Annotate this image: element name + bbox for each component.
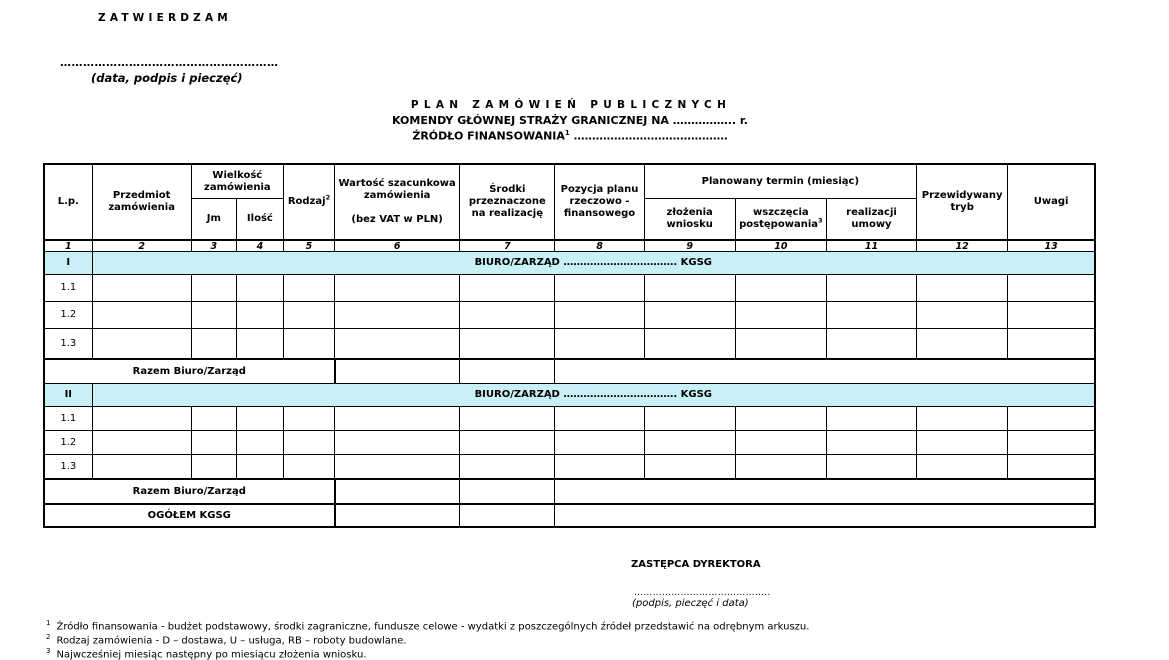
funding-source-dots: …………………………………… [569, 129, 728, 143]
cell[interactable] [236, 407, 283, 431]
cell[interactable] [555, 407, 644, 431]
cell[interactable] [460, 275, 555, 302]
section-title: BIURO/ZARZĄD ……………………………. KGSG [92, 252, 1095, 275]
header-mode: Przewidywany tryb [917, 164, 1008, 240]
footnote-text: Rodzaj zamówienia - D – dostawa, U – usługa, RB – roboty budowlane. [56, 635, 407, 647]
footnote-number: 2 [46, 633, 51, 641]
cell[interactable] [236, 455, 283, 480]
approval-signature-line: ………………………………………………… [60, 56, 279, 69]
cell[interactable] [191, 455, 236, 480]
cell[interactable] [735, 275, 826, 302]
cell[interactable] [555, 302, 644, 329]
row-number: 1.2 [44, 302, 92, 329]
footnote-number: 3 [46, 647, 51, 655]
header-jm: Jm [191, 199, 236, 241]
cell[interactable] [236, 275, 283, 302]
cell[interactable] [1008, 431, 1095, 455]
approval-label: ZATWIERDZAM [98, 12, 232, 24]
cell[interactable] [92, 329, 191, 360]
deputy-signature-caption: (podpis, pieczęć i data) [632, 598, 749, 609]
cell[interactable] [917, 329, 1008, 360]
header-value-label: Wartość szacunkowa zamówienia [338, 178, 456, 201]
cell[interactable] [335, 431, 460, 455]
header-plan-position: Pozycja planu rzeczowo - finansowego [555, 164, 644, 240]
row-number: 1.3 [44, 329, 92, 360]
grand-total-value-cell[interactable] [335, 504, 460, 527]
footnote [46, 633, 407, 646]
cell[interactable] [335, 329, 460, 360]
cell[interactable] [191, 431, 236, 455]
cell[interactable] [1008, 407, 1095, 431]
cell[interactable] [335, 455, 460, 480]
subtotal-row [44, 359, 1095, 384]
row-number: 1.1 [44, 407, 92, 431]
cell[interactable] [460, 431, 555, 455]
cell[interactable] [283, 302, 334, 329]
header-term-start-footnote-ref: 3 [818, 216, 823, 225]
cell[interactable] [826, 431, 916, 455]
cell[interactable] [92, 302, 191, 329]
table-row [44, 407, 1095, 431]
header-subject: Przedmiot zamówienia [92, 164, 191, 240]
cell[interactable] [735, 407, 826, 431]
cell[interactable] [826, 407, 916, 431]
column-number: 13 [1008, 240, 1095, 252]
document-subtitle: KOMENDY GŁÓWNEJ STRAŻY GRANICZNEJ NA …………….. r. [392, 114, 748, 127]
cell[interactable] [555, 329, 644, 360]
cell[interactable] [92, 407, 191, 431]
cell[interactable] [283, 407, 334, 431]
footnote-text: Źródło finansowania - budżet podstawowy, środki zagraniczne, fundusze celowe - wydatki z poszczególnych źródeł przedstawić na odrębnym arkuszu. [56, 621, 810, 633]
header-qty: Ilość [236, 199, 283, 241]
deputy-signature-line: …………………………………….. [634, 588, 771, 598]
cell[interactable] [644, 302, 735, 329]
cell[interactable] [236, 302, 283, 329]
grand-total-row [44, 504, 1095, 527]
subtotal-blank [555, 479, 1095, 504]
cell[interactable] [644, 275, 735, 302]
header-type-label: Rodzaj [287, 196, 326, 207]
cell[interactable] [335, 275, 460, 302]
section-header-row [44, 252, 1095, 275]
grand-total-blank [555, 504, 1095, 527]
cell[interactable] [92, 275, 191, 302]
subtotal-label: Razem Biuro/Zarząd [44, 359, 335, 384]
cell[interactable] [735, 455, 826, 480]
header-value [335, 164, 460, 240]
cell[interactable] [92, 455, 191, 480]
cell[interactable] [460, 407, 555, 431]
section-number: I [44, 252, 92, 275]
cell[interactable] [283, 431, 334, 455]
grand-total-label: OGÓŁEM KGSG [44, 504, 335, 527]
cell[interactable] [236, 431, 283, 455]
header-term-start [735, 199, 826, 241]
cell[interactable] [826, 275, 916, 302]
column-number: 10 [735, 240, 826, 252]
cell[interactable] [644, 431, 735, 455]
table-row [44, 302, 1095, 329]
table-row [44, 329, 1095, 360]
column-number: 5 [283, 240, 334, 252]
column-number: 7 [460, 240, 555, 252]
cell[interactable] [283, 329, 334, 360]
cell[interactable] [555, 275, 644, 302]
grand-total-funds-cell[interactable] [460, 504, 555, 527]
cell[interactable] [735, 302, 826, 329]
cell[interactable] [283, 455, 334, 480]
cell[interactable] [1008, 275, 1095, 302]
subtotal-funds-cell[interactable] [460, 479, 555, 504]
cell[interactable] [826, 329, 916, 360]
section-header-row [44, 384, 1095, 407]
funding-source-label: ŹRÓDŁO FINANSOWANIA [412, 129, 565, 143]
table-row [44, 431, 1095, 455]
footnote-text: Najwcześniej miesiąc następny po miesiącu złożenia wniosku. [56, 649, 367, 660]
cell[interactable] [735, 431, 826, 455]
cell[interactable] [917, 431, 1008, 455]
section-title: BIURO/ZARZĄD ……………………………. KGSG [92, 384, 1095, 407]
subtotal-label: Razem Biuro/Zarząd [44, 479, 335, 504]
column-number: 11 [826, 240, 916, 252]
cell[interactable] [644, 329, 735, 360]
deputy-director-title: ZASTĘPCA DYREKTORA [631, 559, 761, 570]
footnote-number: 1 [46, 619, 51, 627]
column-number: 6 [335, 240, 460, 252]
cell[interactable] [555, 431, 644, 455]
cell[interactable] [460, 455, 555, 480]
header-lp: L.p. [44, 164, 92, 240]
header-type-footnote-ref: 2 [325, 193, 331, 202]
subtotal-row [44, 479, 1095, 504]
cell[interactable] [191, 407, 236, 431]
cell[interactable] [335, 302, 460, 329]
row-number: 1.3 [44, 455, 92, 480]
footnote [46, 647, 366, 660]
cell[interactable] [191, 329, 236, 360]
row-number: 1.1 [44, 275, 92, 302]
column-number: 8 [555, 240, 644, 252]
header-funds: Środki przeznaczone na realizację [460, 164, 555, 240]
cell[interactable] [236, 329, 283, 360]
header-notes: Uwagi [1008, 164, 1095, 240]
cell[interactable] [555, 455, 644, 480]
cell[interactable] [644, 455, 735, 480]
procurement-plan-table [43, 163, 1096, 528]
header-row-1 [44, 164, 1095, 199]
funding-source-line [0, 129, 1140, 143]
cell[interactable] [283, 275, 334, 302]
row-number: 1.2 [44, 431, 92, 455]
column-number: 9 [644, 240, 735, 252]
cell[interactable] [917, 302, 1008, 329]
header-type [283, 164, 334, 240]
header-value-note: (bez VAT w PLN) [351, 214, 443, 225]
column-number: 3 [191, 240, 236, 252]
column-number: 12 [917, 240, 1008, 252]
header-size: Wielkość zamówienia [191, 164, 283, 199]
cell[interactable] [1008, 329, 1095, 360]
column-number: 2 [92, 240, 191, 252]
cell[interactable] [826, 302, 916, 329]
document-title: PLAN ZAMÓWIEŃ PUBLICZNYCH [410, 99, 732, 111]
header-term-start-label: wszczęcia postępowania [739, 207, 818, 230]
cell[interactable] [191, 275, 236, 302]
cell[interactable] [917, 407, 1008, 431]
cell[interactable] [335, 407, 460, 431]
approval-signature-caption: (data, podpis i pieczęć) [91, 71, 243, 85]
subtotal-blank [555, 359, 1095, 384]
header-term-submit: złożenia wniosku [644, 199, 735, 241]
column-number: 1 [44, 240, 92, 252]
header-term-contract: realizacji umowy [826, 199, 916, 241]
header-planned-term: Planowany termin (miesiąc) [644, 164, 917, 199]
cell[interactable] [1008, 455, 1095, 480]
cell[interactable] [917, 275, 1008, 302]
cell[interactable] [826, 455, 916, 480]
cell[interactable] [92, 431, 191, 455]
subtotal-funds-cell[interactable] [460, 359, 555, 384]
cell[interactable] [917, 455, 1008, 480]
cell[interactable] [644, 407, 735, 431]
table-row [44, 455, 1095, 480]
cell[interactable] [735, 329, 826, 360]
subtotal-value-cell[interactable] [335, 359, 460, 384]
cell[interactable] [1008, 302, 1095, 329]
subtotal-value-cell[interactable] [335, 479, 460, 504]
cell[interactable] [460, 302, 555, 329]
funding-source-footnote-ref: 1 [564, 129, 570, 137]
column-number: 4 [236, 240, 283, 252]
cell[interactable] [460, 329, 555, 360]
footnote [46, 619, 809, 632]
column-number-row [44, 240, 1095, 252]
cell[interactable] [191, 302, 236, 329]
section-number: II [44, 384, 92, 407]
table-row [44, 275, 1095, 302]
